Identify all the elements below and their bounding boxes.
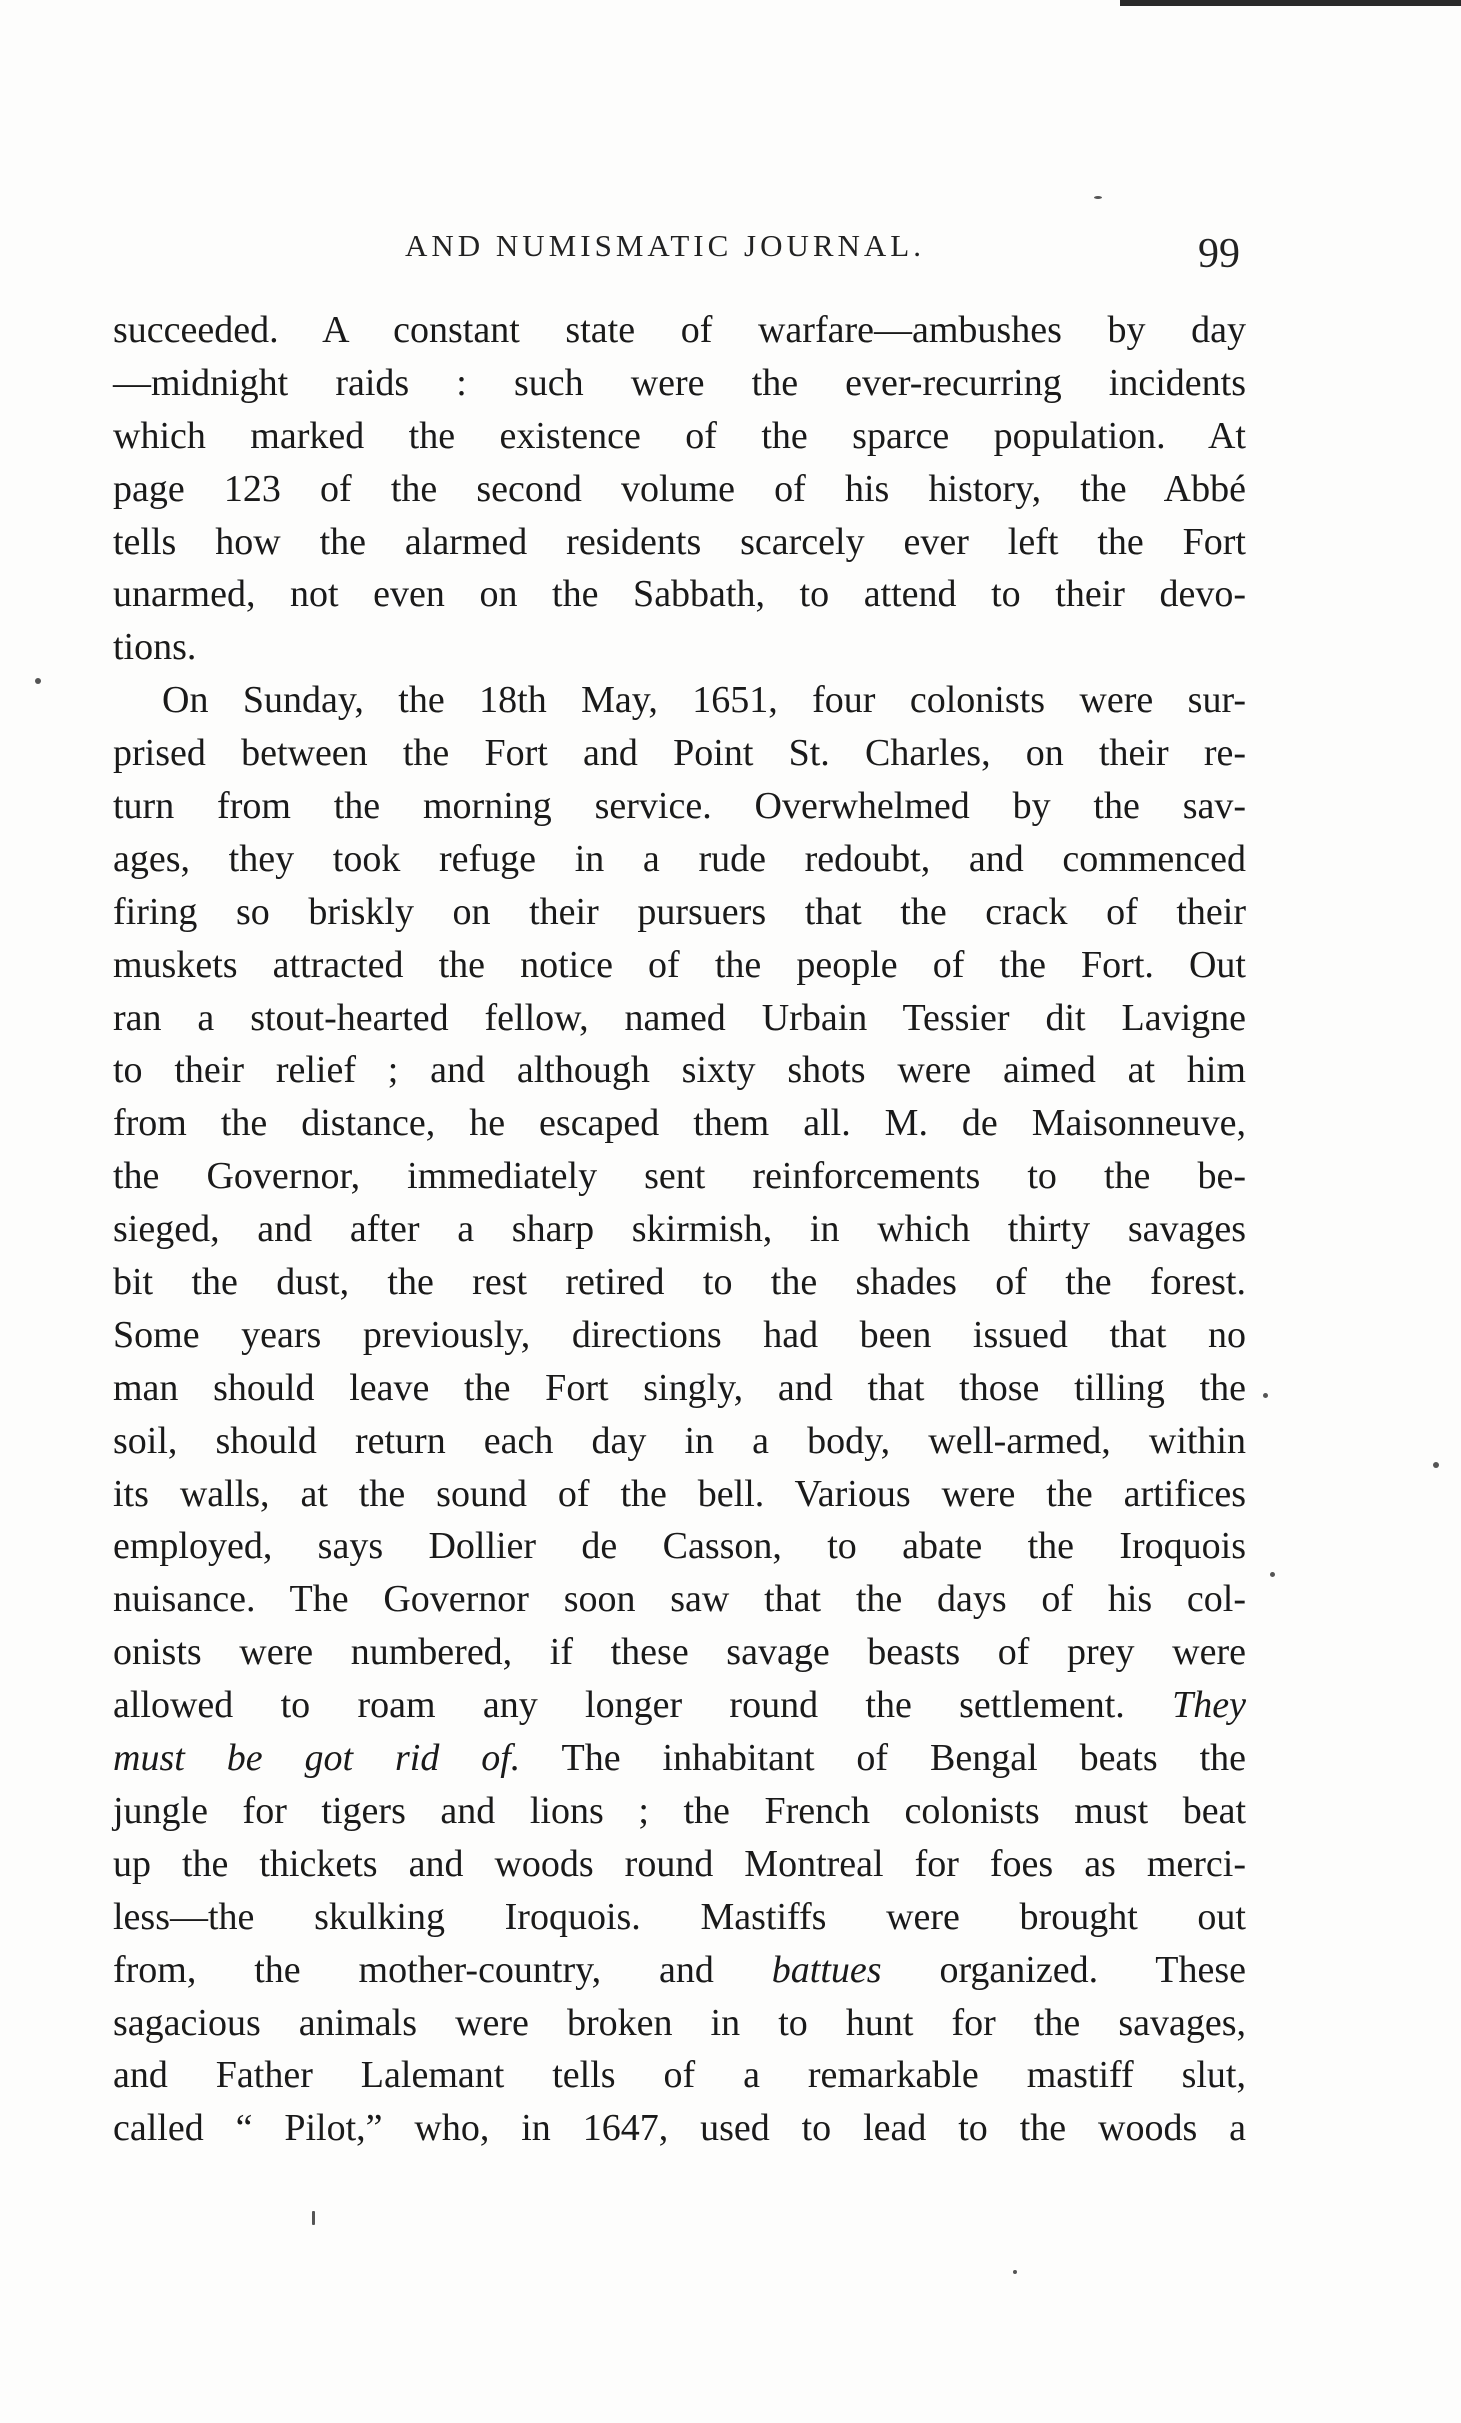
text-line: ran a stout-hearted fellow, named Urbain Tessier dit Lavigne xyxy=(113,996,1246,1039)
text-line: less—the skulking Iroquois. Mastiffs were brought out xyxy=(113,1895,1246,1938)
text-line: and Father Lalemant tells of a remarkable mastiff slut, xyxy=(113,2054,1246,2097)
text-line: from the distance, he escaped them all. M. de Maisonneuve, xyxy=(113,1102,1246,1145)
text-line: tions. xyxy=(113,626,197,669)
italic-text: They xyxy=(1172,1684,1246,1727)
text-line: turn from the morning service. Overwhelmed by the sav- xyxy=(113,785,1246,828)
text-line: unarmed, not even on the Sabbath, to attend to their devo- xyxy=(113,573,1246,616)
text-line: —midnight raids : such were the ever-recurring incidents xyxy=(113,361,1246,404)
text-line: bit the dust, the rest retired to the shades of the forest. xyxy=(113,1261,1246,1304)
text-line: ages, they took refuge in a rude redoubt, and commenced xyxy=(113,837,1246,880)
text-run: organized. These xyxy=(881,1948,1246,1991)
text-line: the Governor, immediately sent reinforcements to the be- xyxy=(113,1155,1246,1198)
text-line: succeeded. A constant state of warfare—ambushes by day xyxy=(113,309,1246,351)
scan-speck xyxy=(1270,1572,1275,1577)
scan-speck xyxy=(1433,1462,1439,1468)
italic-text: must be got rid of. xyxy=(113,1737,521,1780)
running-head: AND NUMISMATIC JOURNAL. xyxy=(405,228,925,263)
text-line: its walls, at the sound of the bell. Various were the artifices xyxy=(113,1472,1246,1515)
text-line: sieged, and after a sharp skirmish, in which thirty savages xyxy=(113,1208,1246,1251)
scan-edge-rule xyxy=(1120,0,1461,6)
text-line: On Sunday, the 18th May, 1651, four colonists were sur- xyxy=(162,679,1246,722)
text-line: tells how the alarmed residents scarcely ever left the Fort xyxy=(113,520,1246,563)
text-run: allowed to roam any longer round the settlement. xyxy=(113,1684,1173,1727)
text-line xyxy=(113,1732,1246,1785)
text-line: called “ Pilot,” who, in 1647, used to lead to the woods a xyxy=(113,2107,1246,2150)
text-line: sagacious animals were broken in to hunt for the savages, xyxy=(113,2001,1246,2044)
body-text xyxy=(113,304,1246,2155)
text-line: soil, should return each day in a body, well-armed, within xyxy=(113,1419,1246,1462)
text-run: from, the mother-country, and xyxy=(113,1948,772,1991)
text-line: up the thickets and woods round Montreal for foes as merci- xyxy=(113,1842,1246,1885)
text-line: employed, says Dollier de Casson, to abate the Iroquois xyxy=(113,1525,1246,1568)
text-line xyxy=(113,1679,1246,1732)
text-line: firing so briskly on their pursuers that the crack of their xyxy=(113,890,1246,933)
text-line: muskets attracted the notice of the people of the Fort. Out xyxy=(113,943,1246,986)
italic-text: battues xyxy=(771,1948,882,1991)
text-run: The inhabitant of Bengal beats the xyxy=(520,1737,1246,1780)
text-line: jungle for tigers and lions ; the French colonists must beat xyxy=(113,1789,1246,1832)
scan-speck xyxy=(312,2211,315,2225)
text-line: Some years previously, directions had been issued that no xyxy=(113,1313,1246,1356)
text-line: which marked the existence of the sparce population. At xyxy=(113,414,1246,457)
text-line: to their relief ; and although sixty shots were aimed at him xyxy=(113,1049,1246,1092)
text-line: onists were numbered, if these savage beasts of prey were xyxy=(113,1631,1246,1674)
text-line: page 123 of the second volume of his history, the Abbé xyxy=(113,467,1246,510)
text-line xyxy=(113,1944,1246,1997)
scan-speck xyxy=(1263,1393,1268,1398)
text-line: man should leave the Fort singly, and that those tilling the xyxy=(113,1366,1246,1409)
scan-speck xyxy=(1094,196,1102,199)
page-number: 99 xyxy=(1198,231,1240,277)
scan-speck xyxy=(35,678,41,684)
text-line: nuisance. The Governor soon saw that the days of his col- xyxy=(113,1578,1246,1621)
text-line: prised between the Fort and Point St. Charles, on their re- xyxy=(113,732,1246,775)
scan-speck xyxy=(1013,2270,1017,2274)
